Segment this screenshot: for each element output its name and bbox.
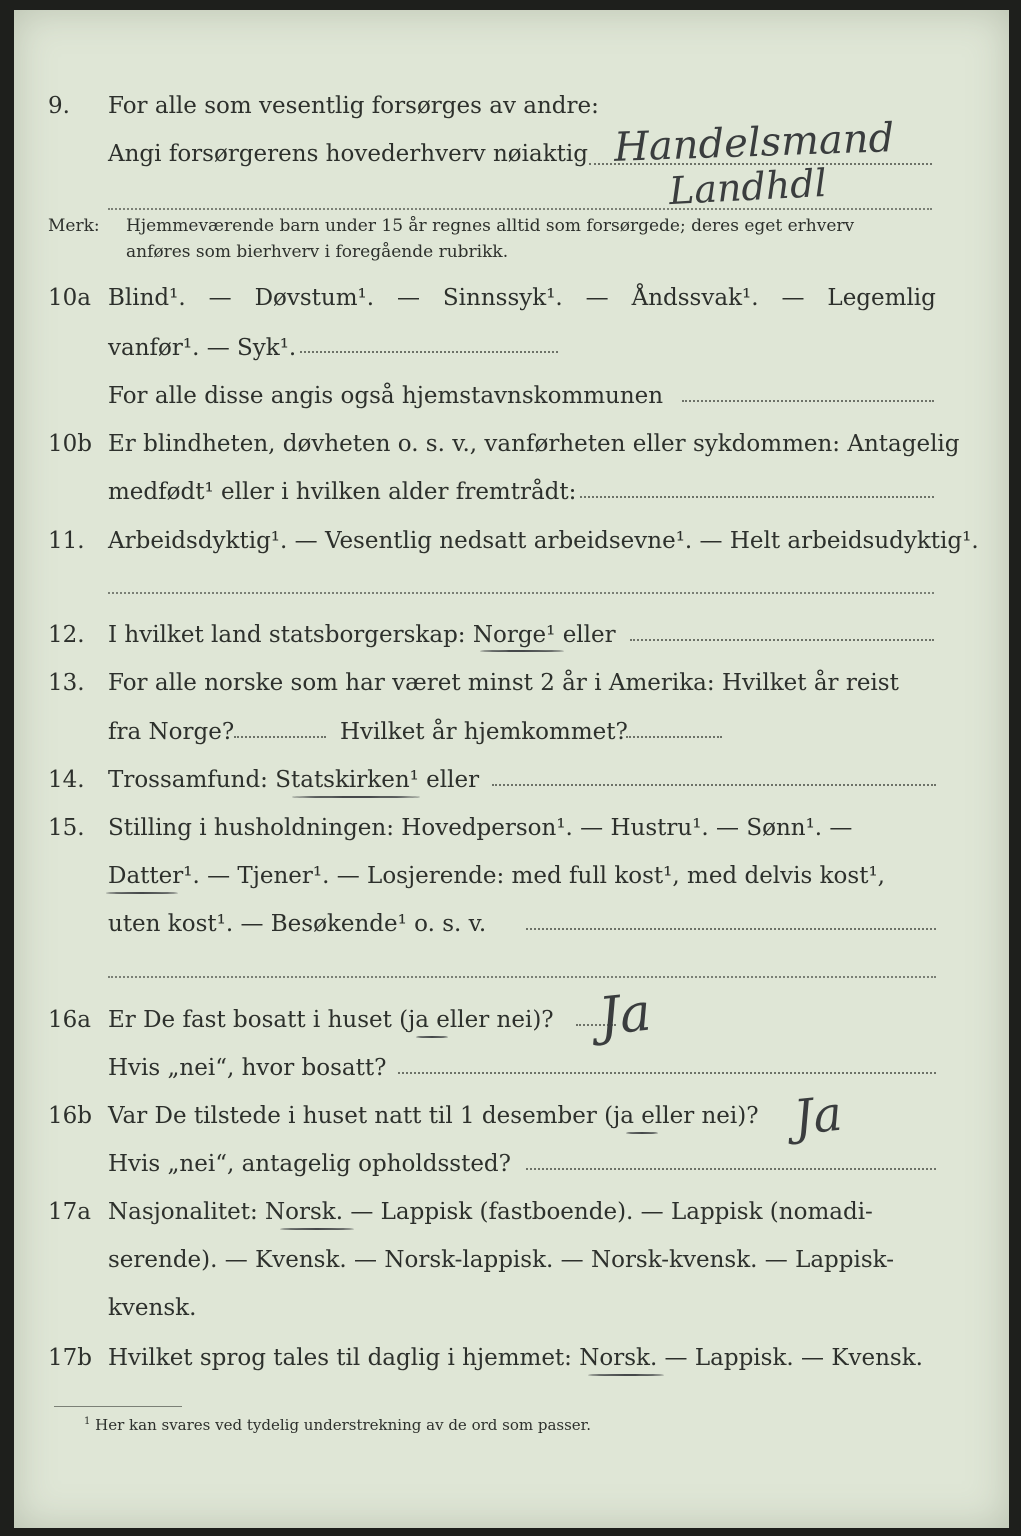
q17a-row-3 [14, 1288, 1009, 1328]
q9-answer-line-2 [108, 208, 932, 210]
q17a-norsk-underline [280, 1228, 354, 1230]
q13-number: 13. [48, 670, 85, 696]
q15-text-1: Stilling i husholdningen: Hovedperson¹. — Hustru¹. — Sønn¹. — [108, 815, 853, 841]
q13-row-1 [14, 663, 1009, 703]
q13-text-2a: fra Norge? [108, 719, 235, 745]
merk-text-1: Hjemmeværende barn under 15 år regnes alltid som forsørgede; deres eget erhverv [126, 216, 855, 236]
q16a-handwritten-answer: Ja [596, 982, 654, 1048]
q15-number: 15. [48, 815, 85, 841]
q10a-text-2: vanfør¹. — Syk¹. [108, 335, 297, 361]
q10b-text-1: Er blindheten, døvheten o. s. v., vanførheten eller sykdommen: Antagelig [108, 431, 960, 457]
q17a-text-1: Nasjonalitet: Norsk. — Lappisk (fastboende). — Lappisk (nomadi- [108, 1199, 873, 1225]
q15-answer-line [526, 928, 936, 930]
q12-norge-underline [480, 650, 564, 652]
q14-answer-line [492, 784, 936, 786]
q10b-number: 10b [48, 431, 92, 457]
q17a-row-2 [14, 1240, 1009, 1280]
q9-handwritten-answer-2: Landhdl [667, 160, 828, 214]
q10a-row-3 [14, 376, 1009, 416]
q16a-row-1 [14, 1000, 1009, 1040]
q16b-row-1 [14, 1096, 1009, 1136]
footnote [84, 1416, 591, 1434]
q16a-row-2 [14, 1048, 1009, 1088]
q10a-syk-line [300, 351, 558, 353]
q16a-number: 16a [48, 1007, 91, 1033]
q16a-text-1: Er De fast bosatt i huset (ja eller nei)? [108, 1007, 554, 1033]
q11-number: 11. [48, 528, 85, 554]
q17b-text-1: Hvilket sprog tales til daglig i hjemmet: Norsk. — Lappisk. — Kvensk. [108, 1345, 923, 1371]
q10a-word-5: — [585, 285, 609, 311]
q16b-row-2 [14, 1144, 1009, 1184]
q10a-word-0: Blind¹. [108, 285, 186, 311]
q16a-text-2: Hvis „nei“, hvor bosatt? [108, 1055, 387, 1081]
q10a-word-6: Åndssvak¹. [631, 285, 759, 311]
q10a-word-4: Sinnssyk¹. [442, 285, 563, 311]
q10a-word-8: Legemlig [827, 285, 936, 311]
q16b-handwritten-answer: Ja [791, 1085, 845, 1147]
q17a-text-3: kvensk. [108, 1295, 197, 1321]
q16b-text-2: Hvis „nei“, antagelig opholdssted? [108, 1151, 511, 1177]
q13-hjemkommet-line [626, 736, 722, 738]
q15-datter-underline [106, 892, 178, 894]
q17a-text-2: serende). — Kvensk. — Norsk-lappisk. — Norsk-kvensk. — Lappisk- [108, 1247, 894, 1273]
q13-reist-line [234, 736, 326, 738]
q10a-row-1 [14, 278, 1009, 318]
q15-text-2: Datter¹. — Tjener¹. — Losjerende: med full kost¹, med delvis kost¹, [108, 863, 885, 889]
q10b-answer-line [580, 496, 934, 498]
q11-answer-line [108, 592, 934, 594]
q17a-row-1 [14, 1192, 1009, 1232]
merk-row-1 [14, 213, 1009, 239]
q14-statskirken-underline [292, 796, 420, 798]
q14-number: 14. [48, 767, 85, 793]
q17a-number: 17a [48, 1199, 91, 1225]
footnote-rule [54, 1406, 182, 1407]
q10a-text-1 [108, 278, 936, 318]
merk-text-2: anføres som bierhverv i foregående rubrikk. [126, 242, 509, 262]
q11-row-1 [14, 521, 1009, 561]
q15-row-1 [14, 808, 1009, 848]
q10b-row-2 [14, 472, 1009, 512]
q10a-word-1: — [208, 285, 232, 311]
q12-number: 12. [48, 622, 85, 648]
q17b-norsk-underline [588, 1374, 664, 1376]
footnote-text: Her kan svares ved tydelig understrekning av de ord som passer. [95, 1416, 591, 1434]
footnote-mark: 1 [84, 1416, 91, 1427]
q9-handwritten-answer-1: Handelsmand [613, 115, 895, 171]
q10b-row-1 [14, 424, 1009, 464]
q11-text-1: Arbeidsdyktig¹. — Vesentlig nedsatt arbeidsevne¹. — Helt arbeidsudyktig¹. [108, 528, 979, 554]
q10a-word-3: — [396, 285, 420, 311]
merk-row-2 [14, 239, 1009, 265]
q10a-number: 10a [48, 285, 91, 311]
census-form-page [14, 10, 1009, 1528]
q13-row-2 [14, 712, 1009, 752]
q10a-hjemstavn-line [682, 400, 934, 402]
q12-answer-line [630, 639, 934, 641]
q17b-number: 17b [48, 1345, 92, 1371]
q9-number: 9. [48, 93, 70, 119]
merk-label: Merk: [48, 216, 100, 236]
q16b-text-1: Var De tilstede i huset natt til 1 desember (ja eller nei)? [108, 1103, 759, 1129]
q12-text-1: I hvilket land statsborgerskap: Norge¹ eller [108, 622, 616, 648]
q16a-bosatt-line [398, 1072, 936, 1074]
q10a-row-2 [14, 328, 1009, 368]
q10b-text-2: medfødt¹ eller i hvilken alder fremtrådt: [108, 479, 577, 505]
q15-row-2 [14, 856, 1009, 896]
q15-extra-line [108, 976, 936, 978]
q12-row-1 [14, 615, 1009, 655]
q10a-word-2: Døvstum¹. [254, 285, 375, 311]
q14-text-1: Trossamfund: Statskirken¹ eller [108, 767, 480, 793]
q13-text-1: For alle norske som har været minst 2 år i Amerika: Hvilket år reist [108, 670, 899, 696]
q16b-opholdssted-line [526, 1168, 936, 1170]
q16b-number: 16b [48, 1103, 92, 1129]
q15-text-3: uten kost¹. — Besøkende¹ o. s. v. [108, 911, 487, 937]
q9-text-1: For alle som vesentlig forsørges av andre: [108, 93, 599, 119]
q14-row-1 [14, 760, 1009, 800]
q10a-word-7: — [781, 285, 805, 311]
q9-text-2: Angi forsørgerens hovederhverv nøiaktig [108, 141, 588, 167]
q17b-row-1 [14, 1338, 1009, 1378]
q15-row-3 [14, 904, 1009, 944]
q16a-ja-underline [416, 1036, 448, 1038]
q10a-text-3: For alle disse angis også hjemstavnskommunen [108, 383, 664, 409]
q13-text-2b: Hvilket år hjemkommet? [340, 719, 628, 745]
q16b-ja-underline [626, 1132, 658, 1134]
